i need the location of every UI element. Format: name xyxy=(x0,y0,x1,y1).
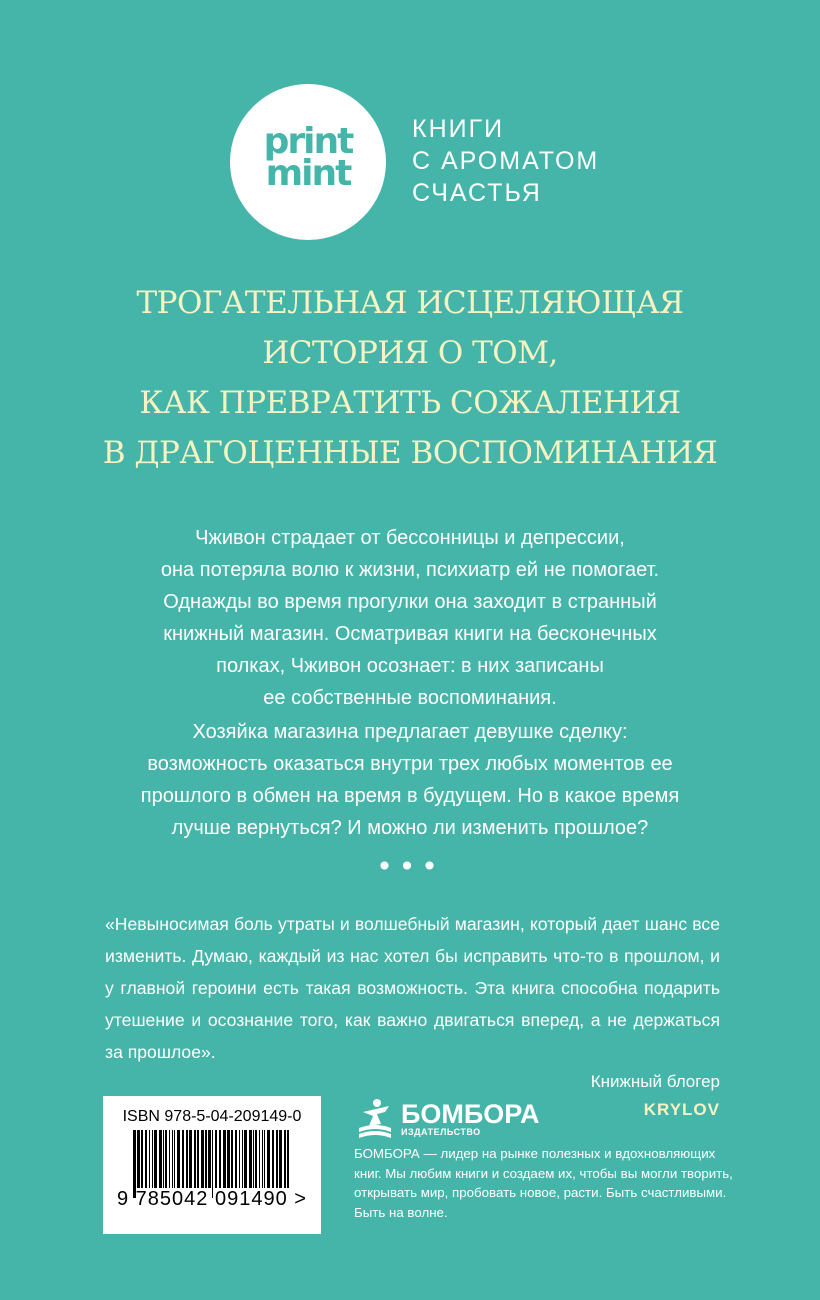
barcode-bar xyxy=(177,1130,180,1188)
barcode-bar xyxy=(249,1130,252,1188)
bombora-logo xyxy=(355,1098,539,1140)
print-mint-logo xyxy=(230,84,386,240)
barcode-bar xyxy=(244,1130,247,1188)
bombora-figure-icon xyxy=(355,1098,395,1140)
barcode-bar xyxy=(194,1130,196,1188)
quote-attribution: Книжный блогер KRYLOV xyxy=(590,1072,720,1119)
publisher-description: БОМБОРА — лидер на рынке полезных и вдохновляющих книг. Мы любим книги и создаем их, чтобы вы могли творить, открывать мир, пробовать новое, расти. Быть счастливыми. Быть на волне. xyxy=(354,1146,733,1220)
isbn-text: ISBN 978-5-04-209149-0 xyxy=(122,1108,302,1125)
barcode-bar xyxy=(201,1130,204,1188)
synopsis-paragraph-1: Чживон страдает от бессонницы и депрессии, она потеряла волю к жизни, психиатр ей не помогает. Однажды во время прогулки она заходит в странный книжный магазин. Осматривая книги на бесконечных полках, Чживон осознает: в них записаны ее собственные воспоминания. xyxy=(160,527,660,709)
barcode-bar xyxy=(159,1130,162,1188)
barcode-bar xyxy=(189,1130,192,1188)
barcode-bar xyxy=(259,1130,260,1188)
barcode-bar xyxy=(264,1130,265,1188)
barcode-bar xyxy=(145,1130,147,1188)
publisher-subtitle: ИЗДАТЕЛЬСТВО xyxy=(401,1127,481,1137)
barcode-bar xyxy=(279,1130,282,1188)
barcode-bar xyxy=(239,1130,240,1188)
barcode-bar xyxy=(223,1130,226,1188)
barcode-bar xyxy=(242,1130,243,1188)
barcode-bar xyxy=(231,1130,233,1188)
barcode-bar xyxy=(215,1130,217,1188)
barcode-bar xyxy=(154,1130,157,1188)
barcode-bar xyxy=(165,1130,167,1188)
barcode-bar xyxy=(267,1130,270,1188)
barcode-bar xyxy=(227,1130,230,1188)
barcode-bar xyxy=(287,1130,289,1188)
barcode-bar xyxy=(205,1130,207,1188)
barcode-bar xyxy=(276,1130,278,1188)
barcode-bar xyxy=(137,1130,140,1188)
barcode-bar xyxy=(235,1130,237,1188)
barcode-bar xyxy=(262,1130,263,1188)
barcode-bar xyxy=(141,1130,143,1188)
barcode-bar xyxy=(163,1130,164,1188)
barcode-digits: 9 785042 091490 > xyxy=(117,1188,307,1210)
barcode-bar xyxy=(172,1130,173,1188)
barcode-bar xyxy=(186,1130,188,1188)
headline: ТРОГАТЕЛЬНАЯ ИСЦЕЛЯЮЩАЯ ИСТОРИЯ О ТОМ, КАК ПРЕВРАТИТЬ СОЖАЛЕНИЯ В ДРАГОЦЕННЫЕ ВОСПОМИНАНИЯ xyxy=(102,285,718,471)
logo-text: print mint xyxy=(263,121,353,194)
barcode-bar xyxy=(208,1130,211,1188)
barcode-bar xyxy=(253,1130,254,1188)
barcode-bar xyxy=(219,1130,221,1188)
synopsis-paragraph-2: Хозяйка магазина предлагает девушке сделку: возможность оказаться внутри трех любых моментов ее прошлого в обмен на время в будущем. Но в какое время лучше вернуться? И можно ли изменить прошлое? xyxy=(140,721,680,839)
separator-dots: ••• xyxy=(376,850,444,883)
barcode-bar xyxy=(152,1130,153,1188)
publisher-name: БОМБОРА xyxy=(401,1099,540,1129)
review-quote: «Невыносимая боль утраты и волшебный магазин, который дает шанс все изменить. Думаю, каждый из нас хотел бы исправить что-то в прошлом, и у главной героини есть такая возможность. Эта книга способна подарить утешение и осознание того, как важно двигаться вперед, а не держаться за прошлое». xyxy=(105,914,720,1062)
barcode-bar xyxy=(182,1130,184,1188)
barcode-bar xyxy=(284,1130,286,1188)
series-tagline: КНИГИ С АРОМАТОМ СЧАСТЬЯ xyxy=(412,115,600,207)
isbn-barcode xyxy=(103,1096,321,1234)
barcode-bar xyxy=(255,1130,257,1188)
barcode-bar xyxy=(169,1130,170,1188)
barcode-bar xyxy=(197,1130,199,1188)
barcode-bar xyxy=(272,1130,274,1188)
barcode-bar xyxy=(174,1130,175,1188)
barcode-bar xyxy=(149,1130,150,1188)
